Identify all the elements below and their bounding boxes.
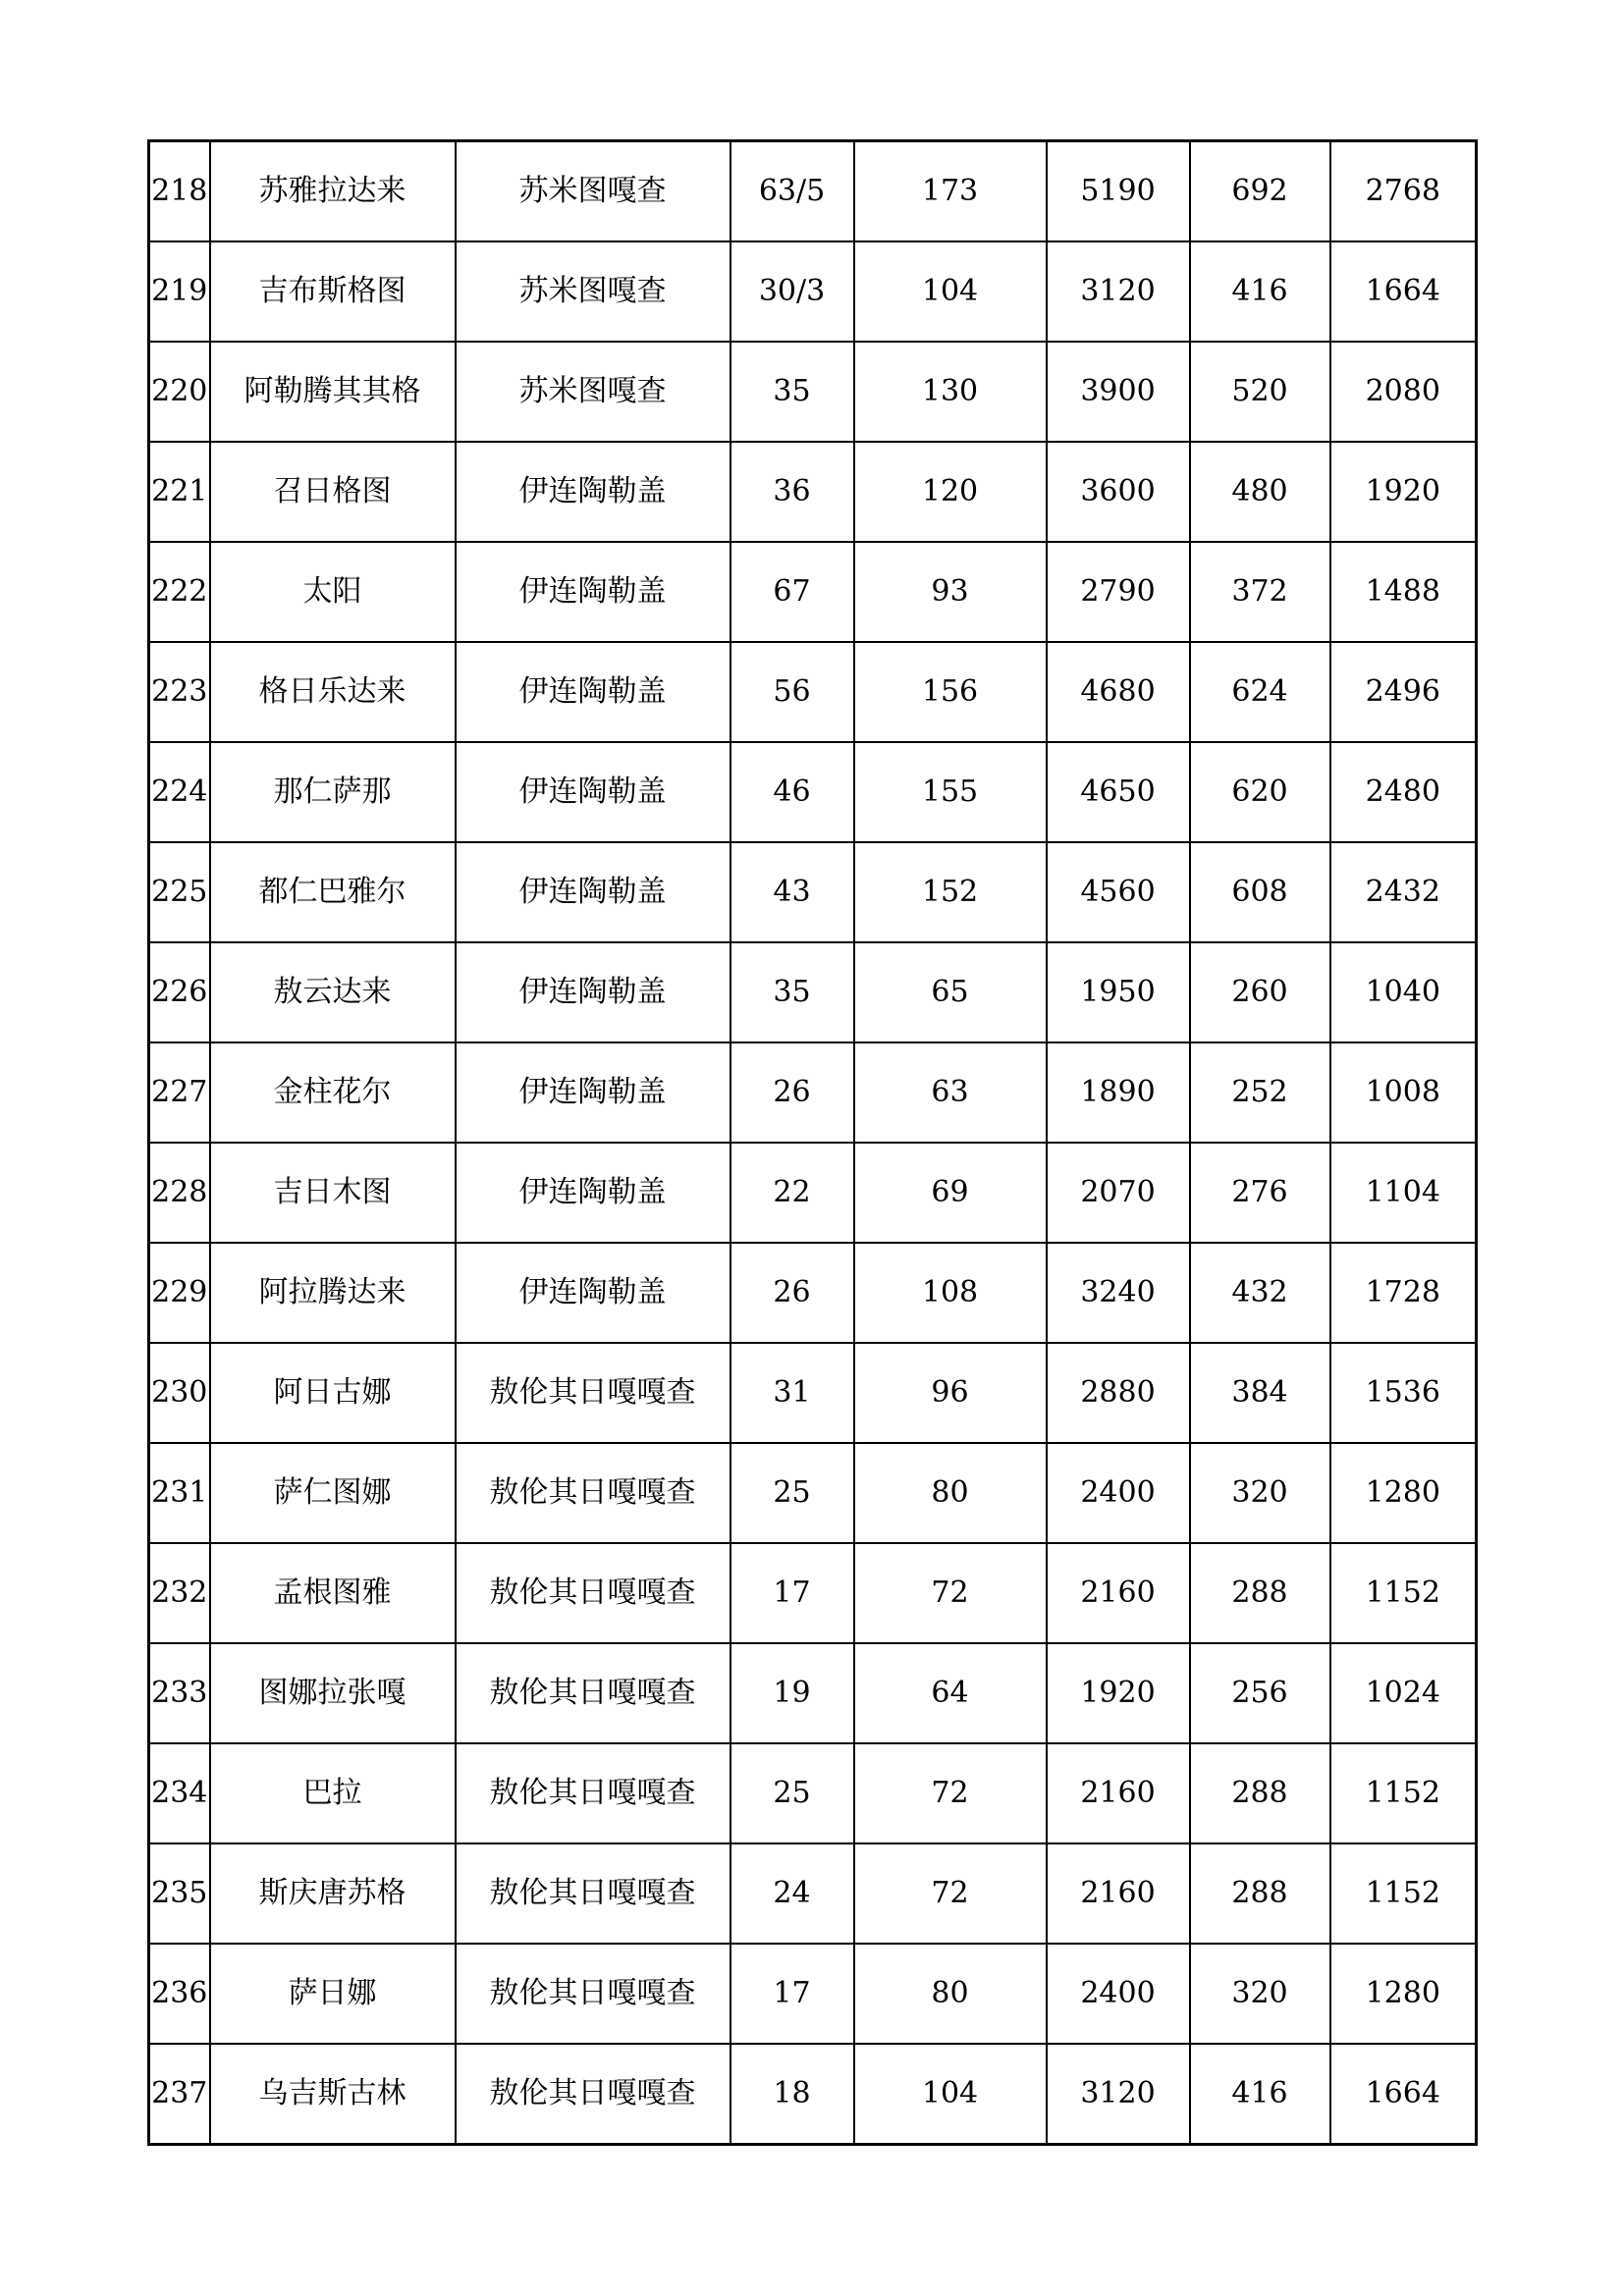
row-number-cell: 227 [149, 1042, 210, 1143]
village-cell: 敖伦其日嘎嘎查 [456, 1443, 731, 1543]
column-4-cell: 17 [731, 1543, 854, 1643]
column-5-cell: 120 [854, 442, 1047, 542]
village-cell: 敖伦其日嘎嘎查 [456, 1343, 731, 1443]
name-cell: 乌吉斯古林 [210, 2044, 456, 2145]
column-5-cell: 104 [854, 2044, 1047, 2145]
column-6-cell: 3120 [1047, 241, 1190, 342]
column-8-cell: 2080 [1330, 342, 1477, 442]
column-6-cell: 3900 [1047, 342, 1190, 442]
name-cell: 太阳 [210, 542, 456, 642]
village-cell: 伊连陶勒盖 [456, 1143, 731, 1243]
column-7-cell: 320 [1190, 1443, 1330, 1543]
column-8-cell: 1024 [1330, 1643, 1477, 1743]
column-6-cell: 4680 [1047, 642, 1190, 742]
table-body [149, 141, 1477, 2145]
column-7-cell: 384 [1190, 1343, 1330, 1443]
village-cell: 伊连陶勒盖 [456, 642, 731, 742]
column-6-cell: 1920 [1047, 1643, 1190, 1743]
column-6-cell: 3240 [1047, 1243, 1190, 1343]
column-5-cell: 63 [854, 1042, 1047, 1143]
row-number-cell: 228 [149, 1143, 210, 1243]
column-7-cell: 480 [1190, 442, 1330, 542]
village-cell: 伊连陶勒盖 [456, 1243, 731, 1343]
table-row [149, 1843, 1477, 1944]
column-5-cell: 72 [854, 1843, 1047, 1944]
column-7-cell: 372 [1190, 542, 1330, 642]
column-5-cell: 69 [854, 1143, 1047, 1243]
table-row [149, 1443, 1477, 1543]
column-4-cell: 67 [731, 542, 854, 642]
column-8-cell: 2480 [1330, 742, 1477, 842]
column-6-cell: 2400 [1047, 1944, 1190, 2044]
village-cell: 苏米图嘎查 [456, 241, 731, 342]
village-cell: 苏米图嘎查 [456, 141, 731, 242]
table-row [149, 2044, 1477, 2145]
table-row [149, 1944, 1477, 2044]
column-8-cell: 1728 [1330, 1243, 1477, 1343]
row-number-cell: 226 [149, 942, 210, 1042]
name-cell: 召日格图 [210, 442, 456, 542]
row-number-cell: 233 [149, 1643, 210, 1743]
column-4-cell: 36 [731, 442, 854, 542]
table-row [149, 1042, 1477, 1143]
column-5-cell: 80 [854, 1443, 1047, 1543]
village-cell: 敖伦其日嘎嘎查 [456, 1643, 731, 1743]
name-cell: 萨日娜 [210, 1944, 456, 2044]
column-7-cell: 276 [1190, 1143, 1330, 1243]
column-4-cell: 22 [731, 1143, 854, 1243]
column-8-cell: 1664 [1330, 241, 1477, 342]
column-7-cell: 692 [1190, 141, 1330, 242]
column-5-cell: 93 [854, 542, 1047, 642]
table-row [149, 1143, 1477, 1243]
column-6-cell: 2160 [1047, 1843, 1190, 1944]
column-7-cell: 288 [1190, 1743, 1330, 1843]
column-7-cell: 620 [1190, 742, 1330, 842]
row-number-cell: 236 [149, 1944, 210, 2044]
table-row [149, 141, 1477, 242]
column-5-cell: 72 [854, 1743, 1047, 1843]
name-cell: 萨仁图娜 [210, 1443, 456, 1543]
column-6-cell: 3600 [1047, 442, 1190, 542]
row-number-cell: 235 [149, 1843, 210, 1944]
name-cell: 敖云达来 [210, 942, 456, 1042]
column-5-cell: 64 [854, 1643, 1047, 1743]
name-cell: 吉布斯格图 [210, 241, 456, 342]
row-number-cell: 222 [149, 542, 210, 642]
name-cell: 阿勒腾其其格 [210, 342, 456, 442]
column-6-cell: 2400 [1047, 1443, 1190, 1543]
name-cell: 斯庆唐苏格 [210, 1843, 456, 1944]
column-5-cell: 104 [854, 241, 1047, 342]
name-cell: 阿拉腾达来 [210, 1243, 456, 1343]
name-cell: 孟根图雅 [210, 1543, 456, 1643]
table-row [149, 241, 1477, 342]
row-number-cell: 230 [149, 1343, 210, 1443]
table-row [149, 1643, 1477, 1743]
column-8-cell: 2496 [1330, 642, 1477, 742]
name-cell: 格日乐达来 [210, 642, 456, 742]
column-8-cell: 1152 [1330, 1843, 1477, 1944]
name-cell: 吉日木图 [210, 1143, 456, 1243]
column-4-cell: 31 [731, 1343, 854, 1443]
village-cell: 苏米图嘎查 [456, 342, 731, 442]
column-6-cell: 4650 [1047, 742, 1190, 842]
table-row [149, 742, 1477, 842]
column-4-cell: 35 [731, 342, 854, 442]
row-number-cell: 231 [149, 1443, 210, 1543]
column-8-cell: 1664 [1330, 2044, 1477, 2145]
row-number-cell: 219 [149, 241, 210, 342]
column-8-cell: 1040 [1330, 942, 1477, 1042]
village-cell: 伊连陶勒盖 [456, 542, 731, 642]
column-7-cell: 416 [1190, 241, 1330, 342]
row-number-cell: 220 [149, 342, 210, 442]
column-4-cell: 18 [731, 2044, 854, 2145]
column-7-cell: 256 [1190, 1643, 1330, 1743]
column-4-cell: 26 [731, 1243, 854, 1343]
row-number-cell: 234 [149, 1743, 210, 1843]
village-cell: 敖伦其日嘎嘎查 [456, 1843, 731, 1944]
column-5-cell: 72 [854, 1543, 1047, 1643]
table-row [149, 1543, 1477, 1643]
column-8-cell: 2768 [1330, 141, 1477, 242]
column-6-cell: 5190 [1047, 141, 1190, 242]
column-4-cell: 46 [731, 742, 854, 842]
column-6-cell: 1890 [1047, 1042, 1190, 1143]
column-4-cell: 17 [731, 1944, 854, 2044]
column-4-cell: 26 [731, 1042, 854, 1143]
column-5-cell: 65 [854, 942, 1047, 1042]
row-number-cell: 237 [149, 2044, 210, 2145]
column-6-cell: 2160 [1047, 1743, 1190, 1843]
column-4-cell: 25 [731, 1443, 854, 1543]
column-8-cell: 1104 [1330, 1143, 1477, 1243]
column-5-cell: 108 [854, 1243, 1047, 1343]
column-7-cell: 520 [1190, 342, 1330, 442]
name-cell: 那仁萨那 [210, 742, 456, 842]
column-7-cell: 416 [1190, 2044, 1330, 2145]
row-number-cell: 218 [149, 141, 210, 242]
table-row [149, 442, 1477, 542]
column-5-cell: 130 [854, 342, 1047, 442]
column-8-cell: 1152 [1330, 1743, 1477, 1843]
column-7-cell: 320 [1190, 1944, 1330, 2044]
column-8-cell: 1920 [1330, 442, 1477, 542]
name-cell: 巴拉 [210, 1743, 456, 1843]
column-5-cell: 152 [854, 842, 1047, 942]
column-8-cell: 1280 [1330, 1944, 1477, 2044]
column-7-cell: 624 [1190, 642, 1330, 742]
table-row [149, 542, 1477, 642]
column-6-cell: 3120 [1047, 2044, 1190, 2145]
column-6-cell: 4560 [1047, 842, 1190, 942]
column-4-cell: 63/5 [731, 141, 854, 242]
column-4-cell: 25 [731, 1743, 854, 1843]
table-row [149, 1243, 1477, 1343]
column-4-cell: 30/3 [731, 241, 854, 342]
column-8-cell: 2432 [1330, 842, 1477, 942]
name-cell: 图娜拉张嘎 [210, 1643, 456, 1743]
village-cell: 敖伦其日嘎嘎查 [456, 1743, 731, 1843]
row-number-cell: 225 [149, 842, 210, 942]
column-5-cell: 156 [854, 642, 1047, 742]
village-cell: 伊连陶勒盖 [456, 942, 731, 1042]
data-table [147, 139, 1478, 2146]
column-8-cell: 1280 [1330, 1443, 1477, 1543]
table-row [149, 642, 1477, 742]
column-4-cell: 35 [731, 942, 854, 1042]
column-7-cell: 608 [1190, 842, 1330, 942]
column-8-cell: 1488 [1330, 542, 1477, 642]
column-4-cell: 43 [731, 842, 854, 942]
column-7-cell: 432 [1190, 1243, 1330, 1343]
column-4-cell: 24 [731, 1843, 854, 1944]
village-cell: 敖伦其日嘎嘎查 [456, 2044, 731, 2145]
table-row [149, 342, 1477, 442]
table-row [149, 1743, 1477, 1843]
column-7-cell: 288 [1190, 1843, 1330, 1944]
row-number-cell: 224 [149, 742, 210, 842]
column-6-cell: 2880 [1047, 1343, 1190, 1443]
village-cell: 伊连陶勒盖 [456, 1042, 731, 1143]
row-number-cell: 232 [149, 1543, 210, 1643]
row-number-cell: 221 [149, 442, 210, 542]
table-row [149, 1343, 1477, 1443]
name-cell: 苏雅拉达来 [210, 141, 456, 242]
village-cell: 伊连陶勒盖 [456, 842, 731, 942]
village-cell: 伊连陶勒盖 [456, 742, 731, 842]
column-6-cell: 2070 [1047, 1143, 1190, 1243]
column-5-cell: 173 [854, 141, 1047, 242]
name-cell: 阿日古娜 [210, 1343, 456, 1443]
name-cell: 金柱花尔 [210, 1042, 456, 1143]
column-5-cell: 155 [854, 742, 1047, 842]
column-6-cell: 2160 [1047, 1543, 1190, 1643]
village-cell: 伊连陶勒盖 [456, 442, 731, 542]
column-6-cell: 2790 [1047, 542, 1190, 642]
name-cell: 都仁巴雅尔 [210, 842, 456, 942]
column-8-cell: 1152 [1330, 1543, 1477, 1643]
column-4-cell: 56 [731, 642, 854, 742]
row-number-cell: 229 [149, 1243, 210, 1343]
column-7-cell: 260 [1190, 942, 1330, 1042]
village-cell: 敖伦其日嘎嘎查 [456, 1944, 731, 2044]
village-cell: 敖伦其日嘎嘎查 [456, 1543, 731, 1643]
row-number-cell: 223 [149, 642, 210, 742]
table-row [149, 942, 1477, 1042]
column-8-cell: 1008 [1330, 1042, 1477, 1143]
column-7-cell: 252 [1190, 1042, 1330, 1143]
column-5-cell: 80 [854, 1944, 1047, 2044]
column-4-cell: 19 [731, 1643, 854, 1743]
column-5-cell: 96 [854, 1343, 1047, 1443]
column-8-cell: 1536 [1330, 1343, 1477, 1443]
column-6-cell: 1950 [1047, 942, 1190, 1042]
table-row [149, 842, 1477, 942]
column-7-cell: 288 [1190, 1543, 1330, 1643]
